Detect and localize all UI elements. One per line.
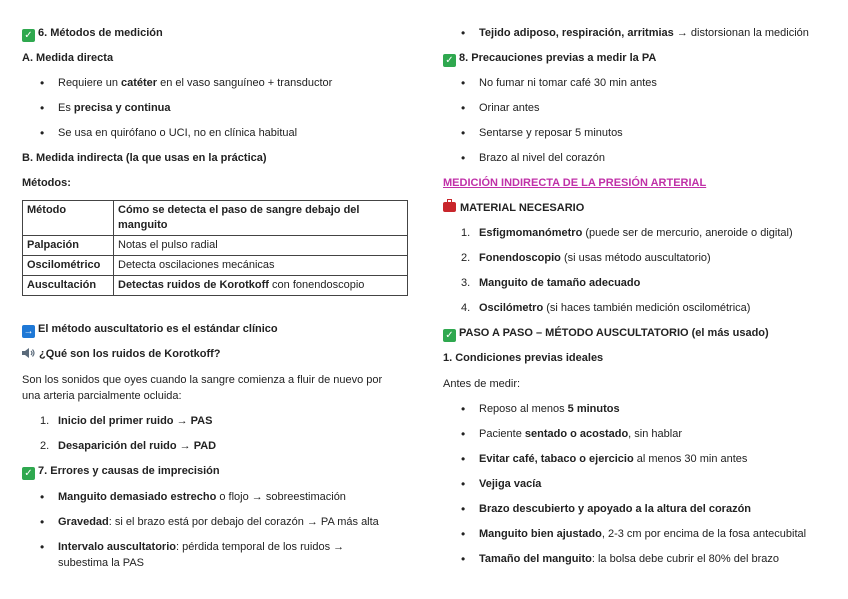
list-item: Inicio del primer ruido → PAS xyxy=(58,415,213,427)
bullet-dot: • xyxy=(461,26,466,40)
list-item: Vejiga vacía xyxy=(479,478,542,490)
table-cell-desc: Notas el pulso radial xyxy=(114,236,408,256)
list-item: Tejido adiposo, respiración, arritmias → distorsionan la medición xyxy=(479,27,809,39)
bullet-dot: • xyxy=(461,552,466,566)
list-item-continuation: subestima la PAS xyxy=(58,557,145,569)
material-heading: MATERIAL NECESARIO xyxy=(443,201,584,215)
section-8-heading: ✓ 8. Precauciones previas a medir la PA xyxy=(443,51,656,67)
list-number: 3. xyxy=(461,277,471,289)
standard-note: → El método auscultatorio es el estándar clínico xyxy=(23,323,278,337)
check-icon: ✓ xyxy=(443,54,456,67)
table-row xyxy=(23,256,408,276)
table-row xyxy=(23,236,408,256)
table-cell-desc: Detecta oscilaciones mecánicas xyxy=(114,256,408,276)
methods-table xyxy=(22,200,408,296)
list-item: Reposo al menos 5 minutos xyxy=(479,403,620,415)
list-item: Desaparición del ruido → PAD xyxy=(58,440,217,452)
list-item: Es precisa y continua xyxy=(58,102,171,114)
list-item: Brazo al nivel del corazón xyxy=(479,152,605,164)
list-item: Tamaño del manguito: la bolsa debe cubrir el 80% del brazo xyxy=(479,553,779,565)
list-item: Brazo descubierto y apoyado a la altura del corazón xyxy=(479,503,752,515)
bullet-dot: • xyxy=(40,126,45,140)
bullet-dot: • xyxy=(461,527,466,541)
section-6-heading: ✓ 6. Métodos de medición xyxy=(22,26,163,42)
list-item: Manguito bien ajustado, 2-3 cm por encima de la fosa antecubital xyxy=(479,528,807,540)
table-cell-method: Oscilométrico xyxy=(23,256,114,276)
bullet-dot: • xyxy=(461,502,466,516)
list-item: Fonendoscopio (si usas método auscultatorio) xyxy=(479,252,711,264)
table-header: Método xyxy=(23,201,114,236)
list-item: Requiere un catéter en el vaso sanguíneo + transductor xyxy=(58,77,333,89)
section-b-heading: B. Medida indirecta (la que usas en la práctica) xyxy=(22,152,267,164)
bullet-dot: • xyxy=(461,477,466,491)
list-item: Oscilómetro (si haces también medición oscilométrica) xyxy=(479,302,751,314)
toolbox-icon xyxy=(443,202,456,212)
list-item: Orinar antes xyxy=(479,102,540,114)
main-heading: MEDICIÓN INDIRECTA DE LA PRESIÓN ARTERIAL xyxy=(443,177,707,189)
table-cell-desc: Detectas ruidos de Korotkoff con fonendoscopio xyxy=(114,276,408,296)
korotkoff-desc-line2: una arteria parcialmente ocluida: xyxy=(22,390,182,402)
list-item: Manguito de tamaño adecuado xyxy=(479,277,641,289)
section-7-heading: ✓ 7. Errores y causas de imprecisión xyxy=(22,464,220,480)
check-icon: ✓ xyxy=(443,329,456,342)
list-item: Intervalo auscultatorio: pérdida temporal de los ruidos → xyxy=(58,541,345,553)
check-icon: ✓ xyxy=(22,29,35,42)
bullet-dot: • xyxy=(461,76,466,90)
table-header-row xyxy=(23,201,408,236)
section-a-heading: A. Medida directa xyxy=(22,52,114,64)
bullet-dot: • xyxy=(40,76,45,90)
list-number: 4. xyxy=(461,302,471,314)
list-item: Gravedad: si el brazo está por debajo del corazón → PA más alta xyxy=(58,516,379,528)
table-header: Cómo se detecta el paso de sangre debajo del manguito xyxy=(114,201,408,236)
bullet-dot: • xyxy=(461,427,466,441)
bullet-dot: • xyxy=(40,101,45,115)
bullet-dot: • xyxy=(461,101,466,115)
list-item: Sentarse y reposar 5 minutos xyxy=(479,127,623,139)
list-item: No fumar ni tomar café 30 min antes xyxy=(479,77,657,89)
bullet-dot: • xyxy=(461,151,466,165)
speaker-icon xyxy=(22,347,36,359)
list-item: Paciente sentado o acostado, sin hablar xyxy=(479,428,682,440)
bullet-dot: • xyxy=(40,515,45,529)
list-item: Evitar café, tabaco o ejercicio al menos 30 min antes xyxy=(479,453,748,465)
bullet-dot: • xyxy=(461,126,466,140)
conditions-heading: 1. Condiciones previas ideales xyxy=(443,352,604,364)
list-number: 2. xyxy=(461,252,471,264)
bullet-dot: • xyxy=(40,540,45,554)
conditions-intro: Antes de medir: xyxy=(443,378,521,390)
list-number: 1. xyxy=(40,415,50,427)
bullet-dot: • xyxy=(461,452,466,466)
bullet-dot: • xyxy=(40,490,45,504)
table-cell-method: Auscultación xyxy=(23,276,114,296)
list-number: 2. xyxy=(40,440,50,452)
list-number: 1. xyxy=(461,227,471,239)
right-arrow-icon: → xyxy=(23,326,34,337)
korotkoff-heading: ¿Qué son los ruidos de Korotkoff? xyxy=(22,347,221,361)
list-item: Esfigmomanómetro (puede ser de mercurio, aneroide o digital) xyxy=(479,227,793,239)
list-item: Se usa en quirófano o UCI, no en clínica habitual xyxy=(58,127,298,139)
methods-label: Métodos: xyxy=(22,177,71,189)
table-cell-method: Palpación xyxy=(23,236,114,256)
check-icon: ✓ xyxy=(22,467,35,480)
table-row xyxy=(23,276,408,296)
list-item: Manguito demasiado estrecho o flojo → sobreestimación xyxy=(58,491,346,503)
bullet-dot: • xyxy=(461,402,466,416)
korotkoff-desc-line1: Son los sonidos que oyes cuando la sangre comienza a fluir de nuevo por xyxy=(22,374,383,386)
paso-heading: ✓ PASO A PASO – MÉTODO AUSCULTATORIO (el más usado) xyxy=(443,326,769,342)
